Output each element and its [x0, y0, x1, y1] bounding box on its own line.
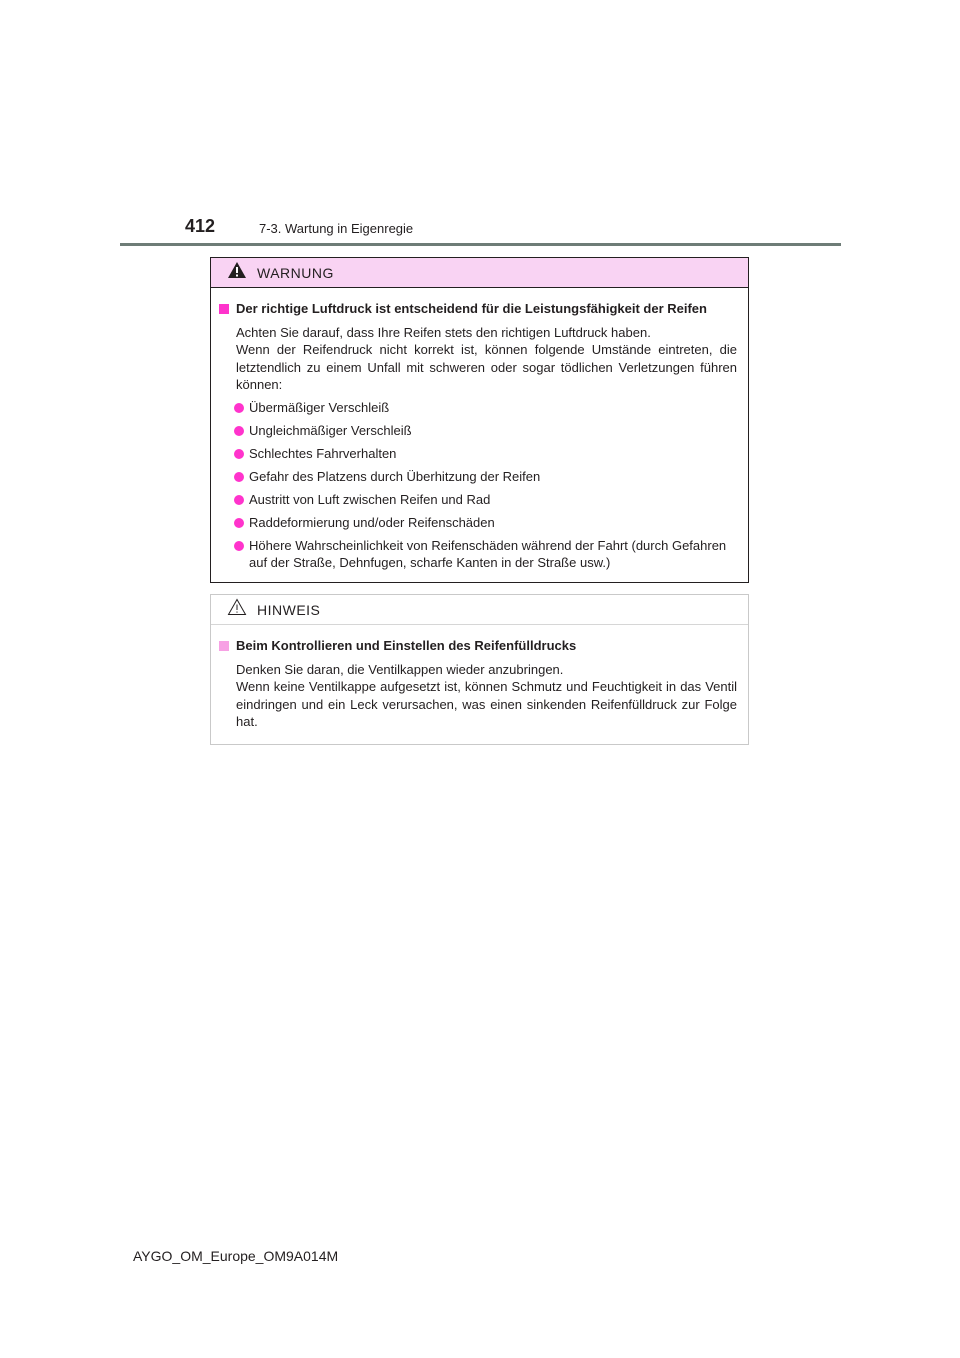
warning-label: WARNUNG — [257, 264, 334, 281]
notice-heading — [218, 637, 742, 655]
notice-header — [211, 595, 748, 625]
notice-paragraph-2: Wenn keine Ventilkappe aufgesetzt ist, können Schmutz und Feuchtigkeit in das Ventil eindringen und ein Leck verursachen, was einen sinkenden Reifenfülldruck zur Folge hat. — [236, 679, 737, 729]
warning-body — [211, 288, 748, 572]
page-number: 412 — [185, 216, 216, 236]
circle-bullet-icon — [234, 518, 244, 528]
warning-triangle-filled-icon — [227, 261, 247, 284]
notice-body — [211, 625, 748, 731]
circle-bullet-icon — [234, 449, 244, 459]
warning-paragraph-2: Wenn der Reifendruck nicht korrekt ist, können folgende Umstände eintreten, die letztendlich zu einem Unfall mit schweren oder sogar tödlichen Verletzungen führen können: — [236, 342, 737, 392]
list-item: Raddeformierung und/oder Reifenschäden — [232, 514, 742, 532]
warning-triangle-outline-icon — [227, 598, 247, 621]
notice-paragraph — [236, 661, 737, 731]
list-item: Höhere Wahrscheinlichkeit von Reifenschäden während der Fahrt (durch Gefahren auf der Straße, Dehnfugen, scharfe Kanten in der Straße usw.) — [232, 537, 742, 572]
square-bullet-icon — [219, 304, 229, 314]
square-bullet-icon — [219, 641, 229, 651]
warning-bullet-list — [232, 399, 742, 572]
list-item: Gefahr des Platzens durch Überhitzung der Reifen — [232, 468, 742, 486]
document-code: AYGO_OM_Europe_OM9A014M — [133, 1248, 339, 1264]
warning-paragraph-1: Achten Sie darauf, dass Ihre Reifen stets den richtigen Luftdruck haben. — [236, 324, 651, 340]
circle-bullet-icon — [234, 403, 244, 413]
circle-bullet-icon — [234, 472, 244, 482]
notice-paragraph-1: Denken Sie daran, die Ventilkappen wieder anzubringen. — [236, 661, 564, 677]
list-item: Austritt von Luft zwischen Reifen und Rad — [232, 491, 742, 509]
warning-box — [210, 257, 749, 583]
warning-header — [211, 258, 748, 288]
list-item: Ungleichmäßiger Verschleiß — [232, 422, 742, 440]
notice-heading-text: Beim Kontrollieren und Einstellen des Reifenfülldrucks — [236, 638, 577, 653]
list-item: Schlechtes Fahrverhalten — [232, 445, 742, 463]
circle-bullet-icon — [234, 426, 244, 436]
notice-box — [210, 594, 749, 745]
header-divider — [120, 243, 841, 246]
circle-bullet-icon — [234, 495, 244, 505]
circle-bullet-icon — [234, 541, 244, 551]
notice-label: HINWEIS — [257, 601, 321, 618]
list-item: Übermäßiger Verschleiß — [232, 399, 742, 417]
section-title: 7-3. Wartung in Eigenregie — [259, 221, 414, 236]
warning-paragraph — [236, 324, 737, 394]
warning-heading — [218, 300, 742, 318]
warning-heading-text: Der richtige Luftdruck ist entscheidend für die Leistungsfähigkeit der Reifen — [236, 301, 707, 316]
